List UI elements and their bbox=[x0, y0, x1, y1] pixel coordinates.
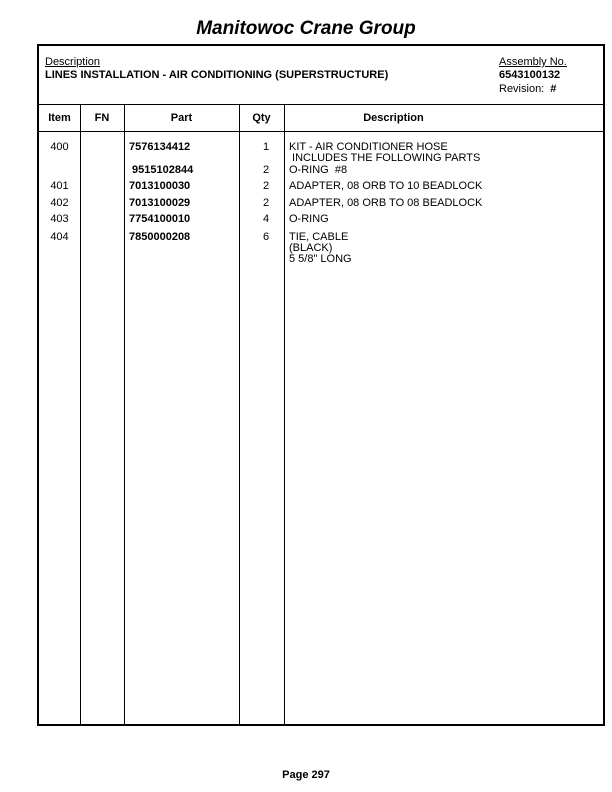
description-value: LINES INSTALLATION - AIR CONDITIONING (SUPERSTRUCTURE) bbox=[45, 69, 389, 81]
cell-item: 404 bbox=[50, 231, 69, 243]
parts-list-table bbox=[37, 44, 605, 726]
page-title: Manitowoc Crane Group bbox=[196, 18, 416, 39]
cell-qty: 2 bbox=[262, 164, 270, 176]
column-divider bbox=[80, 104, 81, 724]
column-header-part: Part bbox=[170, 112, 193, 124]
cell-qty: 1 bbox=[262, 141, 270, 153]
column-header-fn: FN bbox=[94, 112, 110, 124]
cell-item: 401 bbox=[50, 180, 69, 192]
description-label: Description bbox=[45, 56, 101, 68]
cell-description: TIE, CABLE (BLACK) 5 5/8" LONG bbox=[289, 231, 352, 265]
cell-part: 7754100010 bbox=[129, 213, 191, 225]
cell-part: 7013100030 bbox=[129, 180, 191, 192]
cell-qty: 2 bbox=[262, 180, 270, 192]
column-divider bbox=[239, 104, 240, 724]
cell-part: 7576134412 bbox=[129, 141, 191, 153]
revision-label: Revision: bbox=[499, 83, 545, 95]
cell-qty: 4 bbox=[262, 213, 270, 225]
cell-description: ADAPTER, 08 ORB TO 10 BEADLOCK bbox=[289, 180, 483, 192]
assembly-number: 6543100132 bbox=[499, 69, 561, 81]
revision bbox=[499, 83, 556, 95]
cell-description: O-RING bbox=[289, 213, 329, 225]
cell-description: ADAPTER, 08 ORB TO 08 BEADLOCK bbox=[289, 197, 483, 209]
cell-item: 402 bbox=[50, 197, 69, 209]
column-divider bbox=[284, 104, 285, 724]
cell-qty: 2 bbox=[262, 197, 270, 209]
column-header-description: Description bbox=[363, 112, 424, 124]
column-header-qty: Qty bbox=[252, 112, 271, 124]
cell-description: KIT - AIR CONDITIONER HOSE INCLUDES THE FOLLOWING PARTS bbox=[289, 141, 481, 164]
column-divider bbox=[124, 104, 125, 724]
cell-item: 403 bbox=[50, 213, 69, 225]
column-header-item: Item bbox=[48, 112, 71, 124]
page-number: Page 297 bbox=[282, 769, 330, 781]
cell-part: 9515102844 bbox=[129, 164, 194, 176]
cell-item: 400 bbox=[50, 141, 69, 153]
cell-part: 7850000208 bbox=[129, 231, 191, 243]
cell-qty: 6 bbox=[262, 231, 270, 243]
revision-value: # bbox=[550, 83, 557, 95]
assembly-label: Assembly No. bbox=[499, 56, 567, 68]
cell-part: 7013100029 bbox=[129, 197, 191, 209]
cell-description: O-RING #8 bbox=[289, 164, 348, 176]
